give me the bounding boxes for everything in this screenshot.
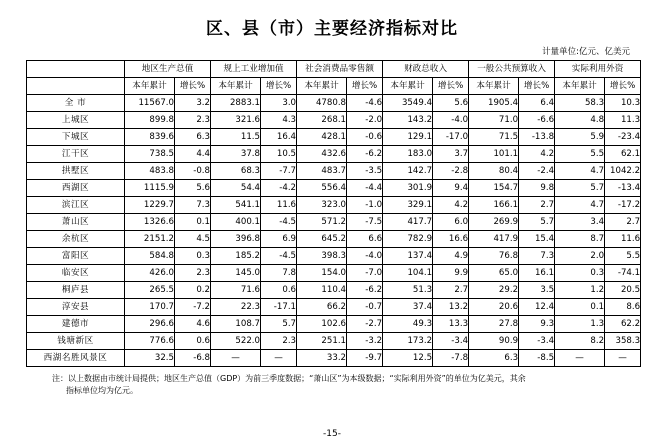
data-cell: 3.0	[261, 95, 297, 112]
data-cell: 269.9	[469, 214, 519, 231]
data-cell: 37.8	[211, 146, 261, 163]
data-cell: 417.9	[469, 231, 519, 248]
data-cell: 0.6	[261, 282, 297, 299]
data-cell: 358.3	[605, 333, 641, 350]
data-cell: 4.6	[175, 316, 211, 333]
data-cell: 1042.2	[605, 163, 641, 180]
data-cell: -3.5	[347, 163, 383, 180]
footnote	[26, 373, 638, 397]
data-cell: 0.3	[555, 265, 605, 282]
data-cell: -1.0	[347, 197, 383, 214]
data-cell: 16.6	[433, 231, 469, 248]
data-cell: 899.8	[125, 112, 175, 129]
data-cell: 54.4	[211, 180, 261, 197]
data-cell: 10.5	[261, 146, 297, 163]
data-cell: 782.9	[383, 231, 433, 248]
data-cell: 6.3	[175, 129, 211, 146]
data-cell: 1.2	[555, 282, 605, 299]
data-cell: -23.4	[605, 129, 641, 146]
data-cell: 584.8	[125, 248, 175, 265]
data-cell: 4.7	[555, 197, 605, 214]
table-row	[27, 214, 641, 231]
data-cell: -3.4	[433, 333, 469, 350]
data-cell: 110.4	[297, 282, 347, 299]
group-header-public-budget-revenue: 一般公共预算收入	[469, 61, 555, 78]
data-cell: 4.9	[433, 248, 469, 265]
page-number: -15-	[323, 429, 341, 439]
data-cell: 137.4	[383, 248, 433, 265]
data-cell: 5.9	[555, 129, 605, 146]
data-cell: -4.0	[347, 248, 383, 265]
data-cell: 7.8	[261, 265, 297, 282]
data-cell: 0.2	[175, 282, 211, 299]
data-cell: -4.6	[347, 95, 383, 112]
subheader-industrial-ytd: 本年累计	[211, 78, 261, 95]
data-cell: -3.4	[519, 333, 555, 350]
data-cell: 5.5	[605, 248, 641, 265]
data-cell: 9.3	[519, 316, 555, 333]
data-cell: 3.5	[519, 282, 555, 299]
region-name-cell: 下城区	[27, 129, 125, 146]
data-cell: 15.4	[519, 231, 555, 248]
data-cell: 2.3	[175, 112, 211, 129]
data-cell: 3.7	[433, 146, 469, 163]
group-header-fiscal-revenue: 财政总收入	[383, 61, 469, 78]
data-cell: 4780.8	[297, 95, 347, 112]
data-cell: 32.5	[125, 350, 175, 367]
table-row	[27, 350, 641, 367]
data-cell: 417.7	[383, 214, 433, 231]
data-cell: 170.7	[125, 299, 175, 316]
data-cell: 400.1	[211, 214, 261, 231]
table-header	[27, 61, 641, 95]
region-name-cell: 全 市	[27, 95, 125, 112]
data-cell: 13.3	[433, 316, 469, 333]
data-cell: -0.6	[347, 129, 383, 146]
data-cell: -3.2	[347, 333, 383, 350]
data-cell: 5.5	[555, 146, 605, 163]
table-row	[27, 299, 641, 316]
data-cell: 1115.9	[125, 180, 175, 197]
region-name-cell: 滨江区	[27, 197, 125, 214]
data-cell: 296.6	[125, 316, 175, 333]
data-cell: 62.1	[605, 146, 641, 163]
data-cell: -0.7	[347, 299, 383, 316]
data-cell: 483.8	[125, 163, 175, 180]
data-cell: 22.3	[211, 299, 261, 316]
data-cell: 2.7	[519, 197, 555, 214]
table-row	[27, 163, 641, 180]
group-header-gdp: 地区生产总值	[125, 61, 211, 78]
economic-indicators-table	[26, 60, 641, 367]
data-cell: -7.5	[347, 214, 383, 231]
data-cell: 426.0	[125, 265, 175, 282]
data-cell: 76.8	[469, 248, 519, 265]
data-cell: 6.6	[347, 231, 383, 248]
data-cell: 5.7	[555, 180, 605, 197]
data-cell: 71.6	[211, 282, 261, 299]
data-cell: 2.7	[605, 214, 641, 231]
table-row	[27, 265, 641, 282]
data-cell: 145.0	[211, 265, 261, 282]
data-cell: 12.5	[383, 350, 433, 367]
data-cell: 5.6	[175, 180, 211, 197]
data-cell: 4.3	[261, 112, 297, 129]
data-cell: 102.6	[297, 316, 347, 333]
data-cell: 16.4	[261, 129, 297, 146]
data-cell: -2.8	[433, 163, 469, 180]
data-cell: 8.7	[555, 231, 605, 248]
data-cell: -4.2	[261, 180, 297, 197]
group-header-foreign-investment: 实际利用外资	[555, 61, 641, 78]
table-body	[27, 95, 641, 367]
data-cell: 4.2	[519, 146, 555, 163]
data-cell: 58.3	[555, 95, 605, 112]
data-cell: 0.1	[555, 299, 605, 316]
data-cell: 6.9	[261, 231, 297, 248]
data-cell: -6.6	[519, 112, 555, 129]
data-cell: 185.2	[211, 248, 261, 265]
region-name-cell: 建德市	[27, 316, 125, 333]
data-cell: 839.6	[125, 129, 175, 146]
data-cell: 6.0	[433, 214, 469, 231]
data-cell: -17.1	[261, 299, 297, 316]
unit-note: 计量单位:亿元、亿美元	[542, 47, 630, 57]
data-cell: -7.0	[347, 265, 383, 282]
table-row	[27, 248, 641, 265]
data-cell: 268.1	[297, 112, 347, 129]
data-cell: 11567.0	[125, 95, 175, 112]
subheader-gdp-ytd: 本年累计	[125, 78, 175, 95]
region-name-cell: 桐庐县	[27, 282, 125, 299]
data-cell: 142.7	[383, 163, 433, 180]
data-cell: -8.5	[519, 350, 555, 367]
data-cell: -74.1	[605, 265, 641, 282]
subheader-industrial-growth: 增长%	[261, 78, 297, 95]
table-row	[27, 333, 641, 350]
data-cell: 11.6	[261, 197, 297, 214]
table-row	[27, 282, 641, 299]
region-name-cell: 钱塘新区	[27, 333, 125, 350]
data-cell: 154.0	[297, 265, 347, 282]
subheader-retail-growth: 增长%	[347, 78, 383, 95]
data-cell: 11.6	[605, 231, 641, 248]
subheader-region	[27, 78, 125, 95]
data-cell: 6.4	[519, 95, 555, 112]
subheader-budget-ytd: 本年累计	[469, 78, 519, 95]
data-cell: -9.7	[347, 350, 383, 367]
data-cell: 3.2	[175, 95, 211, 112]
data-cell: 62.2	[605, 316, 641, 333]
data-cell: 33.2	[297, 350, 347, 367]
data-cell: 183.0	[383, 146, 433, 163]
data-cell: 143.2	[383, 112, 433, 129]
data-cell: 20.6	[469, 299, 519, 316]
table-row	[27, 316, 641, 333]
data-cell: 432.6	[297, 146, 347, 163]
data-cell: 20.5	[605, 282, 641, 299]
table-row	[27, 180, 641, 197]
data-cell: 3.4	[555, 214, 605, 231]
page-title: 区、县（市）主要经济指标对比	[206, 19, 458, 39]
data-cell: 0.1	[175, 214, 211, 231]
data-cell: 2.0	[555, 248, 605, 265]
data-cell: 428.1	[297, 129, 347, 146]
data-cell: 2.3	[175, 265, 211, 282]
data-cell: 776.6	[125, 333, 175, 350]
data-cell: —	[555, 350, 605, 367]
data-cell: 10.3	[605, 95, 641, 112]
data-cell: 265.5	[125, 282, 175, 299]
data-cell: —	[211, 350, 261, 367]
group-header-blank	[27, 61, 125, 78]
data-cell: 65.0	[469, 265, 519, 282]
data-cell: -2.0	[347, 112, 383, 129]
group-header-industrial-value-added: 规上工业增加值	[211, 61, 297, 78]
subheader-fdi-growth: 增长%	[605, 78, 641, 95]
data-cell: 104.1	[383, 265, 433, 282]
data-cell: —	[605, 350, 641, 367]
data-cell: —	[261, 350, 297, 367]
data-cell: 2883.1	[211, 95, 261, 112]
data-cell: -6.8	[175, 350, 211, 367]
region-name-cell: 临安区	[27, 265, 125, 282]
data-cell: 4.8	[555, 112, 605, 129]
subheader-budget-growth: 增长%	[519, 78, 555, 95]
data-cell: 2151.2	[125, 231, 175, 248]
region-name-cell: 余杭区	[27, 231, 125, 248]
data-cell: 51.3	[383, 282, 433, 299]
data-cell: 0.3	[175, 248, 211, 265]
data-cell: -7.8	[433, 350, 469, 367]
data-cell: 2.7	[433, 282, 469, 299]
data-cell: 5.6	[433, 95, 469, 112]
data-cell: 556.4	[297, 180, 347, 197]
data-cell: 396.8	[211, 231, 261, 248]
data-cell: 1.3	[555, 316, 605, 333]
table-subheader-row	[27, 78, 641, 95]
data-cell: 154.7	[469, 180, 519, 197]
region-name-cell: 富阳区	[27, 248, 125, 265]
data-cell: 571.2	[297, 214, 347, 231]
region-name-cell: 萧山区	[27, 214, 125, 231]
data-cell: -2.7	[347, 316, 383, 333]
data-cell: 522.0	[211, 333, 261, 350]
data-cell: -2.4	[519, 163, 555, 180]
data-cell: 541.1	[211, 197, 261, 214]
data-cell: 66.2	[297, 299, 347, 316]
region-name-cell: 拱墅区	[27, 163, 125, 180]
data-cell: 1905.4	[469, 95, 519, 112]
data-cell: 80.4	[469, 163, 519, 180]
data-cell: 11.5	[211, 129, 261, 146]
data-cell: -4.4	[347, 180, 383, 197]
data-cell: 329.1	[383, 197, 433, 214]
data-cell: 9.8	[519, 180, 555, 197]
data-cell: 8.2	[555, 333, 605, 350]
data-cell: 251.1	[297, 333, 347, 350]
table-row	[27, 146, 641, 163]
group-header-retail-sales: 社会消费品零售额	[297, 61, 383, 78]
footnote-label: 注：	[52, 374, 68, 383]
table-row	[27, 231, 641, 248]
subheader-retail-ytd: 本年累计	[297, 78, 347, 95]
table-row	[27, 197, 641, 214]
table-row	[27, 95, 641, 112]
data-cell: 173.2	[383, 333, 433, 350]
data-cell: 2.3	[261, 333, 297, 350]
data-cell: -0.8	[175, 163, 211, 180]
data-cell: -4.5	[261, 248, 297, 265]
data-cell: 645.2	[297, 231, 347, 248]
data-cell: -17.2	[605, 197, 641, 214]
data-cell: 7.3	[519, 248, 555, 265]
data-cell: 9.4	[433, 180, 469, 197]
data-cell: 738.5	[125, 146, 175, 163]
table-row	[27, 129, 641, 146]
subheader-fiscal-growth: 增长%	[433, 78, 469, 95]
data-cell: 90.9	[469, 333, 519, 350]
data-cell: 7.3	[175, 197, 211, 214]
region-name-cell: 西湖区	[27, 180, 125, 197]
data-cell: 68.3	[211, 163, 261, 180]
data-cell: 166.1	[469, 197, 519, 214]
data-cell: -13.8	[519, 129, 555, 146]
data-cell: 323.0	[297, 197, 347, 214]
data-cell: 6.3	[469, 350, 519, 367]
data-cell: -7.2	[175, 299, 211, 316]
data-cell: 1326.6	[125, 214, 175, 231]
data-cell: 301.9	[383, 180, 433, 197]
data-cell: 8.6	[605, 299, 641, 316]
data-cell: 321.6	[211, 112, 261, 129]
data-cell: 27.8	[469, 316, 519, 333]
data-cell: 12.4	[519, 299, 555, 316]
data-cell: 0.6	[175, 333, 211, 350]
data-cell: 11.3	[605, 112, 641, 129]
page-container	[0, 14, 664, 445]
region-name-cell: 淳安县	[27, 299, 125, 316]
subheader-gdp-growth: 增长%	[175, 78, 211, 95]
data-cell: 1229.7	[125, 197, 175, 214]
data-cell: 3549.4	[383, 95, 433, 112]
data-cell: 101.1	[469, 146, 519, 163]
data-cell: -6.2	[347, 282, 383, 299]
region-name-cell: 江干区	[27, 146, 125, 163]
footnote-line-2: 指标单位均为亿元。	[66, 386, 138, 395]
data-cell: -17.0	[433, 129, 469, 146]
data-cell: -7.7	[261, 163, 297, 180]
data-cell: -4.5	[261, 214, 297, 231]
data-cell: 49.3	[383, 316, 433, 333]
data-cell: 29.2	[469, 282, 519, 299]
subheader-fiscal-ytd: 本年累计	[383, 78, 433, 95]
data-cell: -4.0	[433, 112, 469, 129]
data-cell: 9.9	[433, 265, 469, 282]
region-name-cell: 上城区	[27, 112, 125, 129]
data-cell: 108.7	[211, 316, 261, 333]
data-cell: 398.3	[297, 248, 347, 265]
table-row	[27, 112, 641, 129]
table-group-header-row	[27, 61, 641, 78]
data-cell: -6.2	[347, 146, 383, 163]
data-cell: 129.1	[383, 129, 433, 146]
region-name-cell: 西湖名胜风景区	[27, 350, 125, 367]
footnote-line-1: 以上数据由市统计局提供；地区生产总值（GDP）为前三季度数据；“萧山区”为本级数据；“实际利用外资”的单位为亿美元，其余	[68, 374, 526, 383]
data-cell: 4.7	[555, 163, 605, 180]
data-cell: 71.0	[469, 112, 519, 129]
data-cell: 37.4	[383, 299, 433, 316]
data-cell: 4.4	[175, 146, 211, 163]
data-cell: 13.2	[433, 299, 469, 316]
data-cell: 5.7	[519, 214, 555, 231]
subheader-fdi-ytd: 本年累计	[555, 78, 605, 95]
data-cell: -13.4	[605, 180, 641, 197]
data-cell: 483.7	[297, 163, 347, 180]
data-cell: 5.7	[261, 316, 297, 333]
data-cell: 4.5	[175, 231, 211, 248]
data-cell: 16.1	[519, 265, 555, 282]
data-cell: 71.5	[469, 129, 519, 146]
data-cell: 4.2	[433, 197, 469, 214]
